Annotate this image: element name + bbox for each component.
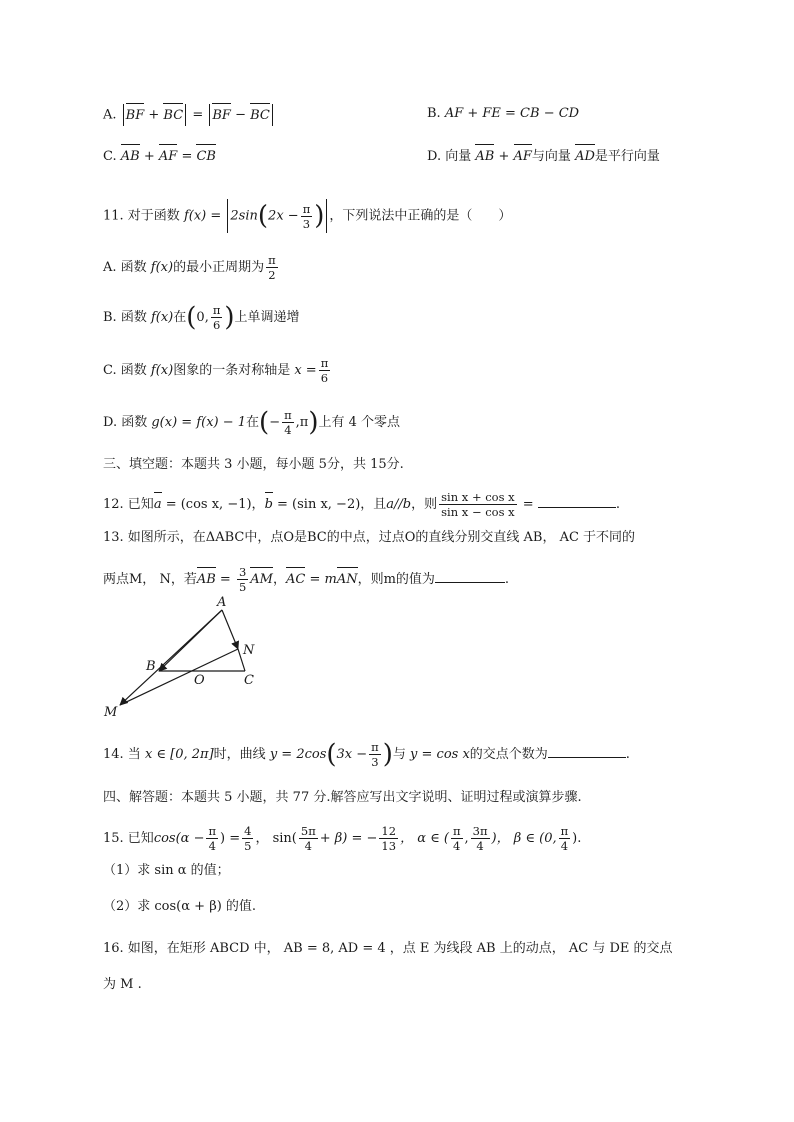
vector: CB <box>196 147 216 167</box>
paren: ) <box>308 407 319 438</box>
numerator: 3π <box>472 824 488 838</box>
numerator: π <box>212 303 221 317</box>
answer-blank[interactable] <box>548 743 626 758</box>
text: 与向量 <box>531 149 576 164</box>
math-expression: cos(α − <box>153 831 205 846</box>
math-expression: f(x) = <box>183 208 226 224</box>
denominator: 4 <box>560 839 569 853</box>
q13-line2 <box>103 565 509 594</box>
denominator: 6 <box>212 318 221 332</box>
operator: = <box>177 149 197 164</box>
question-text: 两点M， N，若 <box>103 572 197 587</box>
denominator: 3 <box>302 216 311 231</box>
option-text: 上有 4 个零点 <box>318 415 401 430</box>
point-b-label: B <box>146 659 156 674</box>
question-text: ，下列说法中正确的是（ ） <box>329 208 512 224</box>
operator: = <box>518 497 538 512</box>
option-label: C. <box>103 149 117 164</box>
numerator: 12 <box>381 824 397 838</box>
fraction <box>369 740 381 769</box>
numerator: π <box>268 253 276 267</box>
denominator: 4 <box>476 839 484 853</box>
option-text: 图象的一条对称轴是 <box>173 363 295 378</box>
denominator: 4 <box>208 839 216 853</box>
numerator: π <box>452 824 461 838</box>
question-text: 15. 已知 <box>103 831 154 846</box>
paren: ( <box>257 201 269 231</box>
numerator: 4 <box>244 824 252 838</box>
option-text: 的最小正周期为 <box>173 260 265 275</box>
text: 是平行向量 <box>594 149 660 164</box>
text: , <box>464 831 469 846</box>
q15-part1: （1）求 sin α 的值； <box>103 863 230 878</box>
denominator: 6 <box>320 371 329 385</box>
option-text: C. 函数 <box>103 363 151 378</box>
math-expression: 2sin <box>230 208 258 224</box>
fraction <box>242 824 253 853</box>
option-text: 上单调递增 <box>234 310 300 325</box>
vector: BC <box>250 106 270 126</box>
q12 <box>103 490 620 519</box>
denominator: sin x − cos x <box>441 505 515 519</box>
fraction <box>301 202 313 231</box>
vector: AF <box>514 147 532 167</box>
denominator: 4 <box>284 423 292 437</box>
vector: AF <box>159 147 177 167</box>
denominator: 5 <box>244 839 252 853</box>
abs-bar <box>272 104 273 126</box>
math-expression: 3x − <box>336 747 368 762</box>
math-expression: x = <box>294 363 317 378</box>
vector: AC <box>286 570 305 590</box>
math-expression: 0, <box>196 310 209 325</box>
operator: = <box>192 107 204 123</box>
text: 向量 <box>445 149 476 164</box>
vector: AD <box>575 147 595 167</box>
operator: + <box>494 149 514 164</box>
text: ). <box>572 831 582 846</box>
numerator: π <box>284 408 292 422</box>
fraction <box>471 824 490 853</box>
text: . <box>504 572 510 587</box>
text: . <box>615 497 620 512</box>
abs-bar <box>227 199 228 233</box>
line-mn <box>120 649 238 705</box>
option-label: D. <box>427 149 442 164</box>
math-expression: = (sin x, −2)，且 <box>272 497 387 512</box>
abs-bar <box>209 104 210 126</box>
vector: b <box>265 495 273 515</box>
fraction <box>379 824 398 853</box>
q15-part2: （2）求 cos(α + β) 的值. <box>103 899 257 914</box>
paren: ) <box>382 739 393 770</box>
math-expression: f(x) <box>150 310 174 325</box>
math-expression: ,π <box>295 415 309 430</box>
numerator: π <box>371 740 379 754</box>
answer-blank[interactable] <box>538 493 616 508</box>
q11-option-c <box>103 356 332 385</box>
fraction <box>439 490 516 519</box>
numerator: π <box>208 824 217 838</box>
fraction <box>559 824 571 853</box>
paren: ( <box>259 407 270 438</box>
denominator: 4 <box>453 839 461 853</box>
section-heading: 四、解答题：本题共 5 小题，共 77 分.解答应写出文字说明、证明过程或演算步骤. <box>103 790 582 805</box>
paren: ( <box>326 739 337 770</box>
numerator: 5π <box>300 824 316 838</box>
question-text: 11. 对于函数 <box>103 208 184 224</box>
question-text: 时，曲线 <box>213 747 270 762</box>
math-expression: f(x) <box>150 260 174 275</box>
numerator: π <box>320 356 329 370</box>
question-text: 的交点个数为 <box>469 747 548 762</box>
vector: AB <box>197 570 216 590</box>
answer-blank[interactable] <box>435 568 505 583</box>
math-expression: ， α ∈ ( <box>400 831 449 846</box>
numerator: π <box>302 201 311 216</box>
abs-bar <box>326 199 327 233</box>
vector-am <box>120 610 222 705</box>
fraction <box>282 408 294 437</box>
numerator: π <box>560 824 569 838</box>
denominator: 5 <box>238 580 247 594</box>
q11-stem <box>103 199 511 233</box>
fraction <box>319 356 331 385</box>
question-text: 与 <box>392 747 411 762</box>
q15 <box>103 824 581 853</box>
vector: AB <box>475 147 494 167</box>
option-text: 在 <box>246 415 260 430</box>
math-expression: g(x) = f(x) − 1 <box>151 415 247 430</box>
point-n-label: N <box>243 643 255 658</box>
vector-an <box>222 610 238 649</box>
denominator: 13 <box>381 839 397 853</box>
math-expression: ) = <box>220 831 241 846</box>
vector: AM <box>250 570 273 590</box>
q10-option-d <box>427 147 660 167</box>
fraction <box>451 824 463 853</box>
q10-option-a <box>103 104 275 126</box>
q16-line1: 16. 如图，在矩形 ABCD 中， AB = 8, AD = 4 ，点 E 为线段 AB 上的动点， AC 与 DE 的交点 <box>103 941 673 956</box>
q14 <box>103 740 630 769</box>
math-expression: = m <box>305 572 337 587</box>
abs-bar <box>185 104 186 126</box>
math-expression: f(x) <box>150 363 174 378</box>
question-text: ，则m的值为 <box>357 572 435 587</box>
math-expression: y = 2cos <box>269 747 327 762</box>
text: . <box>625 747 630 762</box>
q13-line1: 13. 如图所示，在ΔABC中，点O是BC的中点，过点O的直线分别交直线 AB， AC 于不同的 <box>103 530 636 545</box>
q11-option-a <box>103 253 280 282</box>
denominator: 4 <box>304 839 312 853</box>
q11-option-d <box>103 408 400 437</box>
operator: + <box>139 149 159 164</box>
numerator: sin x + cos x <box>441 490 515 504</box>
math-expression: = (cos x, −1)， <box>161 497 265 512</box>
denominator: 2 <box>268 268 276 282</box>
vector: BF <box>126 106 145 126</box>
vector: a <box>154 495 162 515</box>
fraction <box>206 824 218 853</box>
math-expression: )， β ∈ (0, <box>491 831 557 846</box>
question-text: 14. 当 <box>103 747 145 762</box>
math-expression: 2x − <box>268 208 299 224</box>
math-expression: ， sin( <box>255 831 297 846</box>
q10-option-b <box>427 104 579 124</box>
denominator: 3 <box>371 755 379 769</box>
option-text: A. 函数 <box>103 260 151 275</box>
fraction <box>237 565 248 594</box>
point-a-label: A <box>217 595 227 610</box>
option-text: 在 <box>173 310 187 325</box>
section-heading: 三、填空题：本题共 3 小题，每小题 5分，共 15分. <box>103 457 404 472</box>
option-label: A. <box>103 107 117 123</box>
math-expression: y = cos x <box>410 747 470 762</box>
operator: − <box>269 415 281 430</box>
math-expression: a//b <box>386 497 412 512</box>
text: ， <box>272 572 286 587</box>
paren: ) <box>314 201 325 231</box>
math-expression: AF + FE = CB − CD <box>444 106 580 121</box>
vector: AB <box>121 147 140 167</box>
numerator: 3 <box>238 565 247 579</box>
fraction <box>266 253 278 282</box>
point-c-label: C <box>244 673 254 688</box>
paren: ) <box>224 302 235 333</box>
operator: = <box>215 572 235 587</box>
fraction <box>211 303 223 332</box>
triangle-figure <box>100 592 270 722</box>
fraction <box>299 824 318 853</box>
q10-option-c <box>103 147 216 167</box>
option-text: B. 函数 <box>103 310 151 325</box>
question-text: ，则 <box>411 497 438 512</box>
math-expression: x ∈ [0, 2π] <box>144 747 214 762</box>
math-expression: + β) = − <box>319 831 378 846</box>
paren: ( <box>186 302 197 333</box>
point-o-label: O <box>194 673 205 688</box>
abs-bar <box>123 104 124 126</box>
point-m-label: M <box>104 705 118 720</box>
option-label: B. <box>427 106 441 121</box>
q11-option-b <box>103 303 300 332</box>
vector: AN <box>337 570 358 590</box>
vector: BF <box>212 106 231 126</box>
operator: + <box>144 107 164 123</box>
operator: − <box>230 107 251 123</box>
question-text: 12. 已知 <box>103 497 154 512</box>
vector: BC <box>163 106 183 126</box>
option-text: D. 函数 <box>103 415 152 430</box>
q16-line2: 为 M . <box>103 977 142 992</box>
